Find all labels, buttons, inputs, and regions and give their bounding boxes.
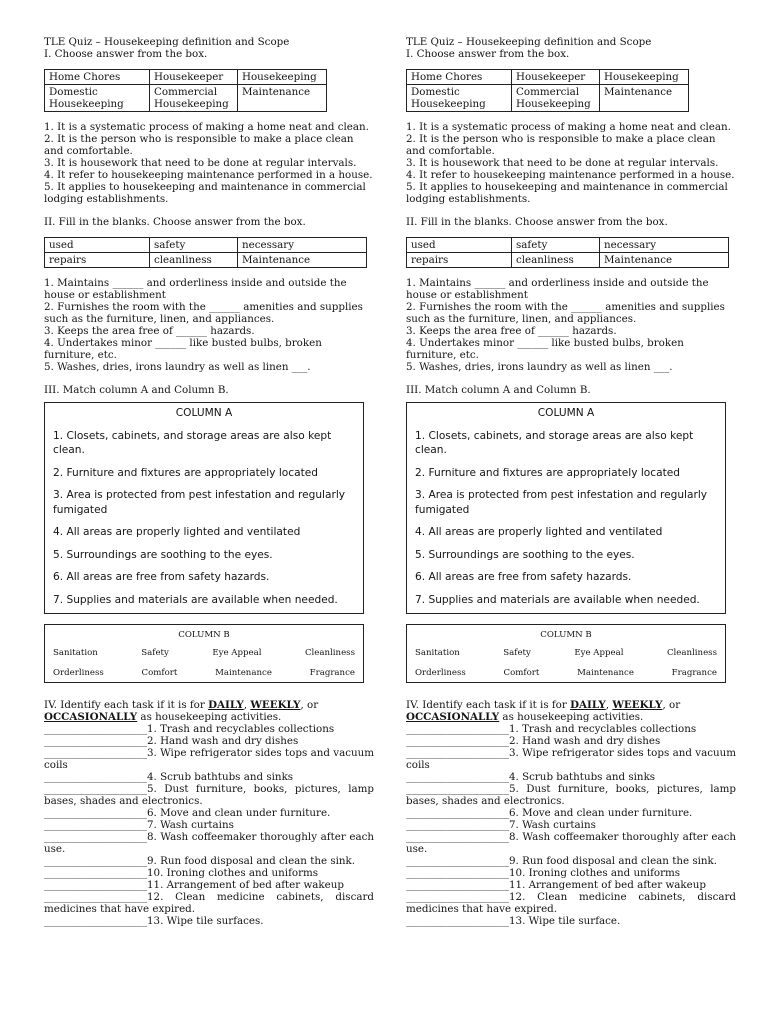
answer-blank: ____________________ [406,735,509,747]
part2-items [406,277,736,373]
task-item: ____________________4. Scrub bathtubs and sinks [406,771,656,783]
column-b-heading: COLUMN B [178,630,230,640]
answer-blank: ____________________ [406,867,509,879]
column-b-choice: Comfort [503,668,540,678]
task-item: ____________________5. Dust furniture, books, pictures, lamp bases, shades and electronics. [44,783,374,807]
task-item: ____________________13. Wipe tile surface. [406,915,621,927]
quiz-copy-left [44,36,374,927]
task-item: ____________________9. Run food disposal and clean the sink. [406,855,718,867]
question-item: 1. Maintains ______ and orderliness inside and outside the house or establishment [44,277,347,301]
answer-choice: used [45,238,150,253]
answer-blank: ____________________ [44,831,147,843]
column-a-item: 2. Furniture and fixtures are appropriately located [53,466,318,479]
column-a-item: 3. Area is protected from pest infestation and regularly fumigated [53,489,346,516]
task-item: ____________________8. Wash coffeemaker thoroughly after each use. [44,831,374,855]
column-b-box [406,624,726,683]
part1-items [44,121,374,205]
answer-choice: Maintenance [600,85,689,112]
column-a-item: 3. Area is protected from pest infestation and regularly fumigated [415,489,708,516]
answer-blank: ____________________ [406,831,509,843]
column-a-item: 7. Supplies and materials are available when needed. [415,593,700,606]
column-a-heading: COLUMN A [175,407,233,419]
task-item: ____________________6. Move and clean under furniture. [406,807,693,819]
answer-blank: ____________________ [44,855,147,867]
answer-choice: necessary [600,238,729,253]
question-item: 3. It is housework that need to be done at regular intervals. [44,157,357,169]
column-a-item: 1. Closets, cabinets, and storage areas are also kept clean. [53,429,332,456]
task-item: ____________________3. Wipe refrigerator sides tops and vacuum coils [406,747,736,771]
question-item: 2. It is the person who is responsible to make a place clean and comfortable. [406,133,716,157]
answer-blank: ____________________ [406,855,509,867]
answer-choice: Maintenance [600,253,729,268]
column-b-choice: Safety [141,648,169,658]
question-item: 2. Furnishes the room with the ______ amenities and supplies such as the furniture, linen, and appliances. [406,301,725,325]
part2-answer-box [44,237,367,268]
part1-items [406,121,736,205]
answer-blank: ____________________ [44,747,147,759]
task-item: ____________________10. Ironing clothes and uniforms [44,867,319,879]
column-a-box [44,402,364,614]
answer-choice: Domestic Housekeeping [45,85,150,112]
column-b-choice: Maintenance [215,668,272,678]
task-item: ____________________1. Trash and recyclables collections [44,723,335,735]
part4-section [406,699,736,927]
task-item: ____________________13. Wipe tile surfaces. [44,915,264,927]
answer-choice: cleanliness [150,253,238,268]
question-item: 5. Washes, dries, irons laundry as well as linen ___. [406,361,673,373]
question-item: 2. It is the person who is responsible to make a place clean and comfortable. [44,133,354,157]
column-b-box [44,624,364,683]
task-item: ____________________5. Dust furniture, books, pictures, lamp bases, shades and electronics. [406,783,736,807]
column-b-choice: Eye Appeal [574,648,624,658]
question-item: 5. It applies to housekeeping and maintenance in commercial lodging establishments. [44,181,366,205]
answer-blank: ____________________ [406,915,509,927]
task-item: ____________________12. Clean medicine cabinets, discard medicines that have expired. [44,891,374,915]
question-item: 4. It refer to housekeeping maintenance performed in a house. [44,169,373,181]
part1-answer-box [406,69,689,112]
part1-instruction: I. Choose answer from the box. [44,48,208,60]
answer-choice: Home Chores [45,70,150,85]
column-b-choice: Cleanliness [666,648,717,658]
task-item: ____________________11. Arrangement of bed after wakeup [44,879,344,891]
answer-choice: cleanliness [512,253,600,268]
column-b-choice: Fragrance [671,668,717,678]
task-item: ____________________9. Run food disposal and clean the sink. [44,855,356,867]
column-b-choice: Eye Appeal [212,648,262,658]
question-item: 2. Furnishes the room with the ______ amenities and supplies such as the furniture, linen, and appliances. [44,301,363,325]
answer-choice: Commercial Housekeeping [512,85,600,112]
answer-choice: Domestic Housekeeping [407,85,512,112]
answer-choice: Housekeeper [512,70,600,85]
part3-instruction: III. Match column A and Column B. [44,384,229,396]
answer-blank: ____________________ [44,771,147,783]
answer-blank: ____________________ [406,783,509,795]
column-a-item: 6. All areas are free from safety hazards. [53,571,270,583]
answer-blank: ____________________ [406,819,509,831]
column-a-item: 6. All areas are free from safety hazards. [415,571,632,583]
column-a-item: 7. Supplies and materials are available when needed. [53,593,338,606]
answer-choice: repairs [45,253,150,268]
answer-blank: ____________________ [406,747,509,759]
column-b-choice: Sanitation [53,648,98,658]
column-a-item: 4. All areas are properly lighted and ventilated [53,526,301,538]
column-b-choice: Orderliness [53,668,104,678]
question-item: 5. Washes, dries, irons laundry as well as linen ___. [44,361,311,373]
task-item: ____________________12. Clean medicine cabinets, discard medicines that have expired. [406,891,736,915]
answer-blank: ____________________ [44,819,147,831]
question-item: 1. It is a systematic process of making a home neat and clean. [406,121,731,133]
quiz-copy-right [406,36,736,927]
answer-blank: ____________________ [44,915,147,927]
column-b-choice: Orderliness [415,668,466,678]
answer-blank: ____________________ [406,723,509,735]
answer-choice: Housekeeper [150,70,238,85]
column-a-item: 5. Surroundings are soothing to the eyes. [415,548,635,561]
task-item: ____________________3. Wipe refrigerator sides tops and vacuum coils [44,747,374,771]
answer-choice: Housekeeping [600,70,689,85]
answer-blank: ____________________ [406,771,509,783]
task-item: ____________________2. Hand wash and dry dishes [406,735,661,747]
part4-section [44,699,374,927]
answer-choice: repairs [407,253,512,268]
question-item: 4. It refer to housekeeping maintenance performed in a house. [406,169,735,181]
column-b-choice: Maintenance [577,668,634,678]
part2-instruction: II. Fill in the blanks. Choose answer from the box. [406,216,668,228]
column-b-heading: COLUMN B [540,630,592,640]
quiz-title: TLE Quiz – Housekeeping definition and Scope [44,36,290,48]
answer-blank: ____________________ [44,891,147,903]
question-item: 3. Keeps the area free of ______ hazards. [406,325,617,337]
answer-choice: Maintenance [238,85,327,112]
answer-choice: safety [512,238,600,253]
task-item: ____________________11. Arrangement of bed after wakeup [406,879,706,891]
question-item: 4. Undertakes minor ______ like busted bulbs, broken furniture, etc. [44,337,322,361]
column-a-item: 4. All areas are properly lighted and ventilated [415,526,663,538]
part3-instruction: III. Match column A and Column B. [406,384,591,396]
question-item: 1. It is a systematic process of making a home neat and clean. [44,121,369,133]
answer-choice: Maintenance [238,253,367,268]
question-item: 5. It applies to housekeeping and maintenance in commercial lodging establishments. [406,181,728,205]
answer-blank: ____________________ [406,891,509,903]
part1-instruction: I. Choose answer from the box. [406,48,570,60]
part4-instruction: IV. Identify each task if it is for DAILY, WEEKLY, or OCCASIONALLY as housekeeping activities. [44,699,319,723]
answer-choice: necessary [238,238,367,253]
task-item: ____________________2. Hand wash and dry dishes [44,735,299,747]
column-a-box [406,402,726,614]
question-item: 3. Keeps the area free of ______ hazards. [44,325,255,337]
answer-blank: ____________________ [44,879,147,891]
part2-instruction: II. Fill in the blanks. Choose answer from the box. [44,216,306,228]
part2-items [44,277,374,373]
task-item: ____________________7. Wash curtains [406,819,596,831]
part2-answer-box [406,237,729,268]
answer-choice: safety [150,238,238,253]
answer-blank: ____________________ [406,879,509,891]
answer-blank: ____________________ [44,723,147,735]
column-a-heading: COLUMN A [537,407,595,419]
answer-blank: ____________________ [44,783,147,795]
question-item: 3. It is housework that need to be done at regular intervals. [406,157,719,169]
column-b-choice: Sanitation [415,648,460,658]
column-a-item: 1. Closets, cabinets, and storage areas are also kept clean. [415,429,694,456]
task-item: ____________________10. Ironing clothes and uniforms [406,867,681,879]
task-item: ____________________8. Wash coffeemaker thoroughly after each use. [406,831,736,855]
column-b-choice: Cleanliness [304,648,355,658]
part1-answer-box [44,69,327,112]
answer-blank: ____________________ [44,807,147,819]
question-item: 1. Maintains ______ and orderliness inside and outside the house or establishment [406,277,709,301]
column-a-item: 2. Furniture and fixtures are appropriately located [415,466,680,479]
answer-blank: ____________________ [406,807,509,819]
answer-blank: ____________________ [44,867,147,879]
answer-choice: Housekeeping [238,70,327,85]
answer-choice: Home Chores [407,70,512,85]
task-item: ____________________6. Move and clean under furniture. [44,807,331,819]
task-item: ____________________7. Wash curtains [44,819,234,831]
answer-choice: Commercial Housekeeping [150,85,238,112]
task-item: ____________________4. Scrub bathtubs and sinks [44,771,294,783]
part4-instruction: IV. Identify each task if it is for DAILY, WEEKLY, or OCCASIONALLY as housekeeping activities. [406,699,681,723]
quiz-title: TLE Quiz – Housekeeping definition and Scope [406,36,652,48]
column-a-item: 5. Surroundings are soothing to the eyes. [53,548,273,561]
column-b-choice: Comfort [141,668,178,678]
question-item: 4. Undertakes minor ______ like busted bulbs, broken furniture, etc. [406,337,684,361]
answer-blank: ____________________ [44,735,147,747]
answer-choice: used [407,238,512,253]
task-item: ____________________1. Trash and recyclables collections [406,723,697,735]
column-b-choice: Safety [503,648,531,658]
column-b-choice: Fragrance [309,668,355,678]
